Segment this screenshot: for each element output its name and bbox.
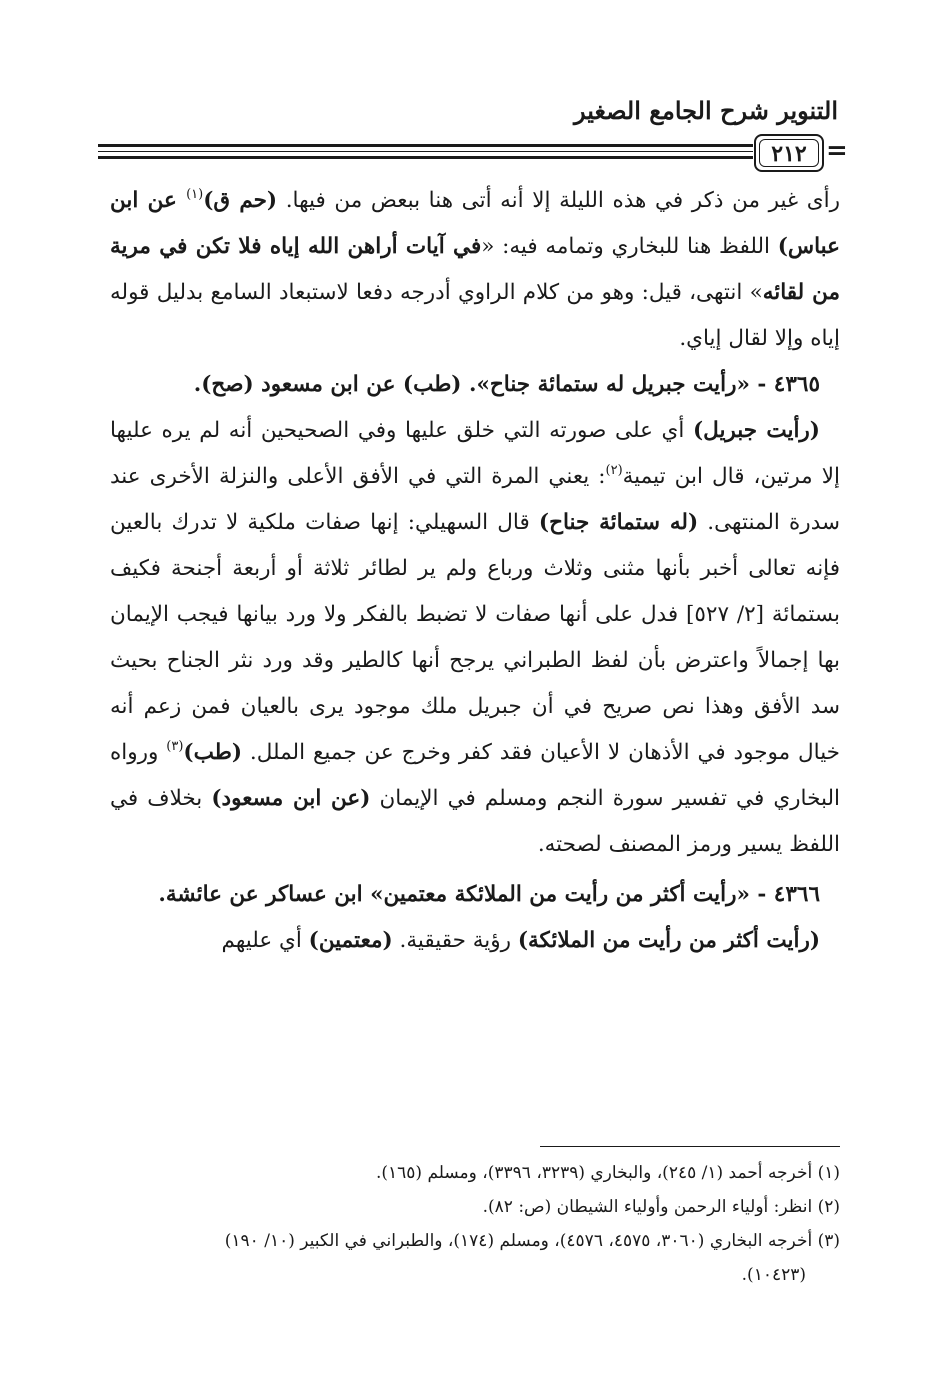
lemma: (رأيت أكثر من رأيت من الملائكة): [517, 928, 820, 953]
footnotes: [100, 1156, 840, 1292]
page-number-frame: [754, 134, 824, 172]
text-run: : يعني المرة التي في الأفق الأعلى والنزلة الأخرى عند سدرة المنتهى.: [110, 464, 840, 535]
lemma: (عن ابن مسعود): [211, 786, 371, 811]
footnote-3-continued: (١٠٤٢٣).: [741, 1265, 806, 1285]
text-run: » انتهى، قيل: وهو من كلام الراوي أدرجه دفعا لاستبعاد السامع بدليل قوله إياه وإلا لقال إياي.: [110, 280, 840, 351]
footnote-1: (١) أخرجه أحمد (١/ ٢٤٥)، والبخاري (٣٢٣٩، ٣٣٩٦)، ومسلم (١٦٥).: [375, 1163, 840, 1183]
source-code: (حم ق): [203, 188, 278, 213]
footnote-3: (٣) أخرجه البخاري (٣٠٦٠، ٤٥٧٥، ٤٥٧٦)، ومسلم (١٧٤)، والطبراني في الكبير (١٠/ ١٩٠): [224, 1231, 840, 1251]
source-code: (طب): [183, 740, 242, 765]
quoted-text: في آيات أراهن الله إياه فلا تكن في مرية من لقائه: [110, 234, 840, 305]
header-rule-top: [98, 144, 753, 147]
footnote-ref-1: (١): [186, 187, 204, 202]
paragraph-intro: [110, 178, 840, 362]
text-run: بخلاف في اللفظ يسير ورمز المصنف لصحته.: [110, 786, 840, 857]
text-run: قال السهيلي: إنها صفات ملكية لا تدرك بالعين فإنه تعالى أخبر بأنها مثنى وثلاث ورباع ولم ير لطائر ثلاثة أو أربعة أجنحة فكيف بستمائة [٢/ ٥٢٧] فدل على أنها صفات لا تضبط بالفكر ولا ورد بيانها فيجب الإيمان بها إجمالاً واعترض بأن لفظ الطبراني يرجح أنها كالطير وقد ورد نثر الجناح بحيث سد الأفق وهذا نص صريح في أن جبريل ملك موجود يرى بالعيان فمن زعم أنه خيال موجود في الأذهان لا الأعيان فقد كفر وخرج عن جميع الملل.: [110, 510, 840, 765]
header-marker: =: [826, 136, 848, 166]
page-number: ٢١٢: [771, 141, 807, 167]
footnote-2: (٢) انظر: أولياء الرحمن وأولياء الشيطان (ص: ٨٢).: [482, 1197, 840, 1217]
lemma: (معتمين): [308, 928, 393, 953]
footnote-ref-2: (٢): [605, 463, 623, 478]
text-run: رأى غير من ذكر في هذه الليلة إلا أنه أتى هنا ببعض من فيها.: [277, 188, 840, 213]
header-rule-bottom: [98, 156, 753, 159]
header-rule-middle: [98, 151, 753, 152]
footnote-ref-3: (٣): [166, 739, 184, 754]
lemma: (رأيت جبريل): [692, 418, 820, 443]
commentary-4366: [110, 918, 840, 964]
lemma: (له ستمائة جناح): [538, 510, 699, 535]
text-run: أي على صورته التي خلق عليها وفي الصحيحين أنه لم يره عليها إلا مرتين، قال ابن تيمية: [110, 418, 840, 489]
main-text: [110, 178, 840, 964]
commentary-4365: [110, 408, 840, 868]
text-run: رؤية حقيقية.: [392, 928, 518, 953]
running-title: التنوير شرح الجامع الصغير: [574, 96, 838, 125]
hadith-4365: ٤٣٦٥ - «رأيت جبريل له ستمائة جناح». (طب) عن ابن مسعود (صح).: [193, 372, 820, 397]
hadith-4366: ٤٣٦٦ - «رأيت أكثر من رأيت من الملائكة معتمين» ابن عساكر عن عائشة.: [158, 882, 820, 907]
footnote-separator: [540, 1146, 840, 1147]
text-run: أي عليهم: [221, 928, 309, 953]
text-run: ورواه البخاري في تفسير سورة النجم ومسلم في الإيمان: [110, 740, 840, 811]
text-run: اللفظ هنا للبخاري وتمامه فيه: «: [481, 234, 778, 259]
narrator-text: عن ابن عباس): [110, 188, 840, 259]
